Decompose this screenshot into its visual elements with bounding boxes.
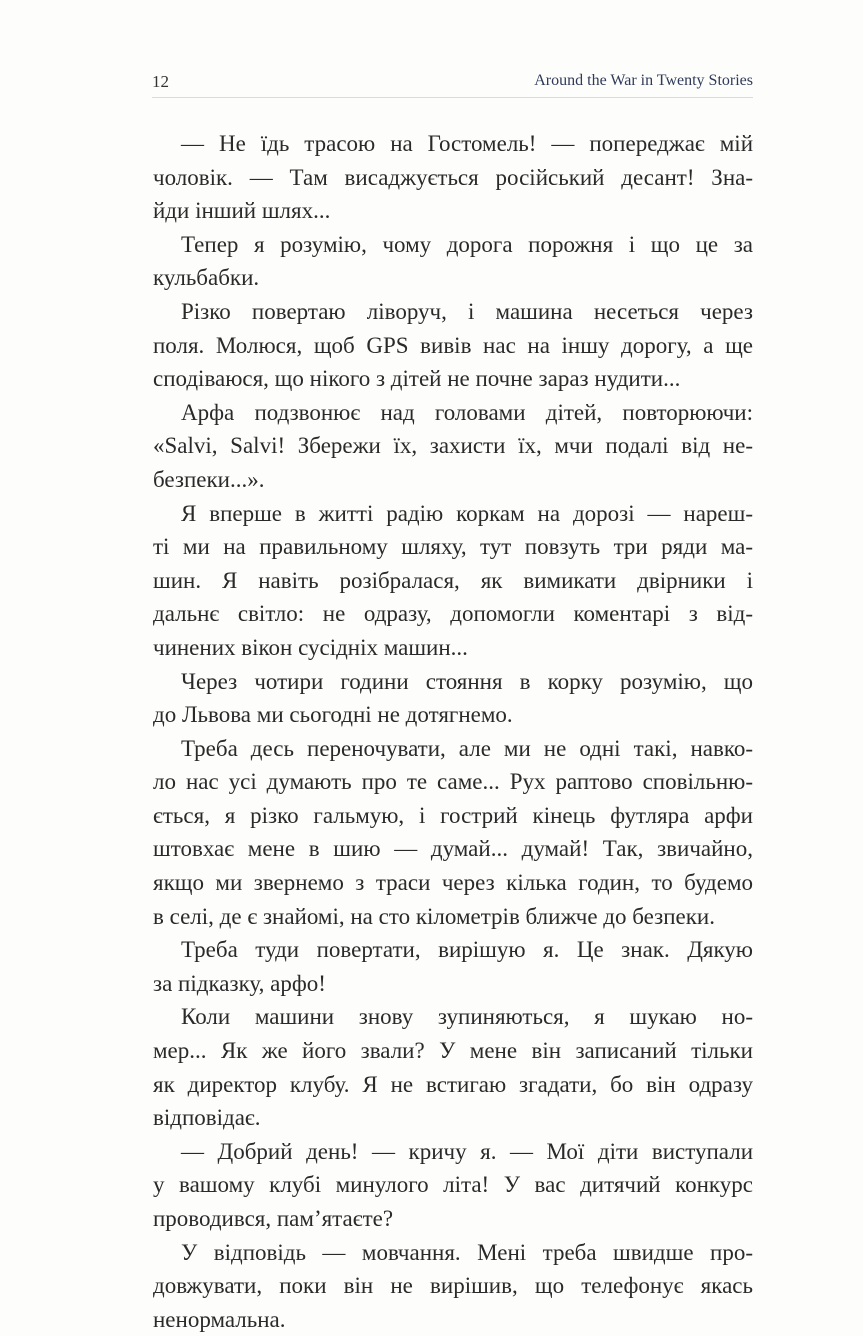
text-line: чинених вікон сусідніх машин... — [153, 634, 468, 660]
text-line: кульбабки. — [153, 265, 260, 291]
text-line: Коли машини знову зупиняються, я шукаю но- — [181, 1004, 753, 1030]
text-line: поля. Молюся, щоб GPS вивів нас на іншу дорогу, а ще — [153, 332, 753, 358]
text-line: Різко повертаю ліворуч, і машина несеться через — [181, 298, 753, 324]
text-line: шин. Я навіть розібралася, як вимикати двірники і — [153, 567, 753, 593]
text-line: у вашому клубі минулого літа! У вас дитячий конкурс — [153, 1172, 753, 1198]
text-line: відповідає. — [153, 1105, 261, 1131]
text-line: сподіваюся, що нікого з дітей не почне зараз нудити... — [153, 366, 681, 392]
text-line: Треба туди повертати, вирішую я. Це знак. Дякую — [181, 937, 753, 963]
paragraph — [153, 1135, 753, 1236]
text-line: до Львова ми сьогодні не дотягнемо. — [153, 702, 513, 728]
text-line: як директор клубу. Я не встигаю згадати, бо він одразу — [153, 1071, 753, 1097]
paragraph — [153, 497, 753, 665]
text-line: йди інший шлях... — [153, 198, 331, 224]
text-line: Я вперше в житті радію коркам на дорозі — нареш- — [181, 500, 753, 526]
text-line: — Добрий день! — кричу я. — Мої діти виступали — [181, 1138, 753, 1164]
text-line: ненормальна. — [153, 1306, 286, 1332]
text-line: Через чотири години стояння в корку розумію, що — [181, 668, 753, 694]
running-title: Around the War in Twenty Stories — [534, 72, 753, 89]
paragraph — [153, 665, 753, 732]
body-text — [153, 127, 753, 1336]
paragraph — [153, 732, 753, 934]
text-line: мер... Як же його звали? У мене він записаний тільки — [153, 1038, 753, 1064]
text-line: проводився, пам’ятаєте? — [153, 1206, 394, 1231]
text-line: Тепер я розумію, чому дорога порожня і що це за — [181, 231, 753, 257]
text-line: штовхає мене в шию — думай... думай! Так, звичайно, — [153, 836, 753, 862]
paragraph — [153, 933, 753, 1000]
text-line: в селі, де є знайомі, на сто кілометрів ближче до безпеки. — [153, 903, 715, 929]
paragraph — [153, 295, 753, 396]
text-line: ло нас усі думають про те саме... Рух раптово сповільню- — [153, 769, 753, 795]
page-number: 12 — [152, 72, 169, 91]
running-header — [152, 72, 753, 96]
text-line: ється, я різко гальмую, і гострий кінець футляра арфи — [153, 802, 753, 828]
text-line: довжувати, поки він не вирішив, що телефонує якась — [153, 1273, 753, 1299]
text-line: «Salvi, Salvi! Збережи їх, захисти їх, мчи подалі від не- — [153, 433, 753, 459]
text-line: безпеки...». — [153, 466, 265, 492]
text-line: Треба десь переночувати, але ми не одні такі, навко- — [181, 735, 753, 761]
text-line: Арфа подзвонює над головами дітей, повторюючи: — [181, 399, 753, 425]
text-line: ті ми на правильному шляху, тут повзуть три ряди ма- — [153, 534, 753, 560]
text-line: У відповідь — мовчання. Мені треба швидше про- — [181, 1239, 753, 1265]
header-rule — [152, 97, 753, 98]
paragraph — [153, 396, 753, 497]
text-line: дальнє світло: не одразу, допомогли коментарі з від- — [153, 601, 753, 627]
text-line: — Не їдь трасою на Гостомель! — попереджає мій — [181, 131, 753, 156]
text-line: якщо ми звернемо з траси через кілька годин, то будемо — [153, 870, 753, 896]
text-line: чоловік. — Там висаджується російський десант! Зна- — [153, 164, 753, 190]
paragraph — [153, 1000, 753, 1134]
text-line: за підказку, арфо! — [153, 970, 326, 996]
paragraph — [153, 127, 753, 228]
paragraph — [153, 228, 753, 295]
paragraph — [153, 1236, 753, 1336]
